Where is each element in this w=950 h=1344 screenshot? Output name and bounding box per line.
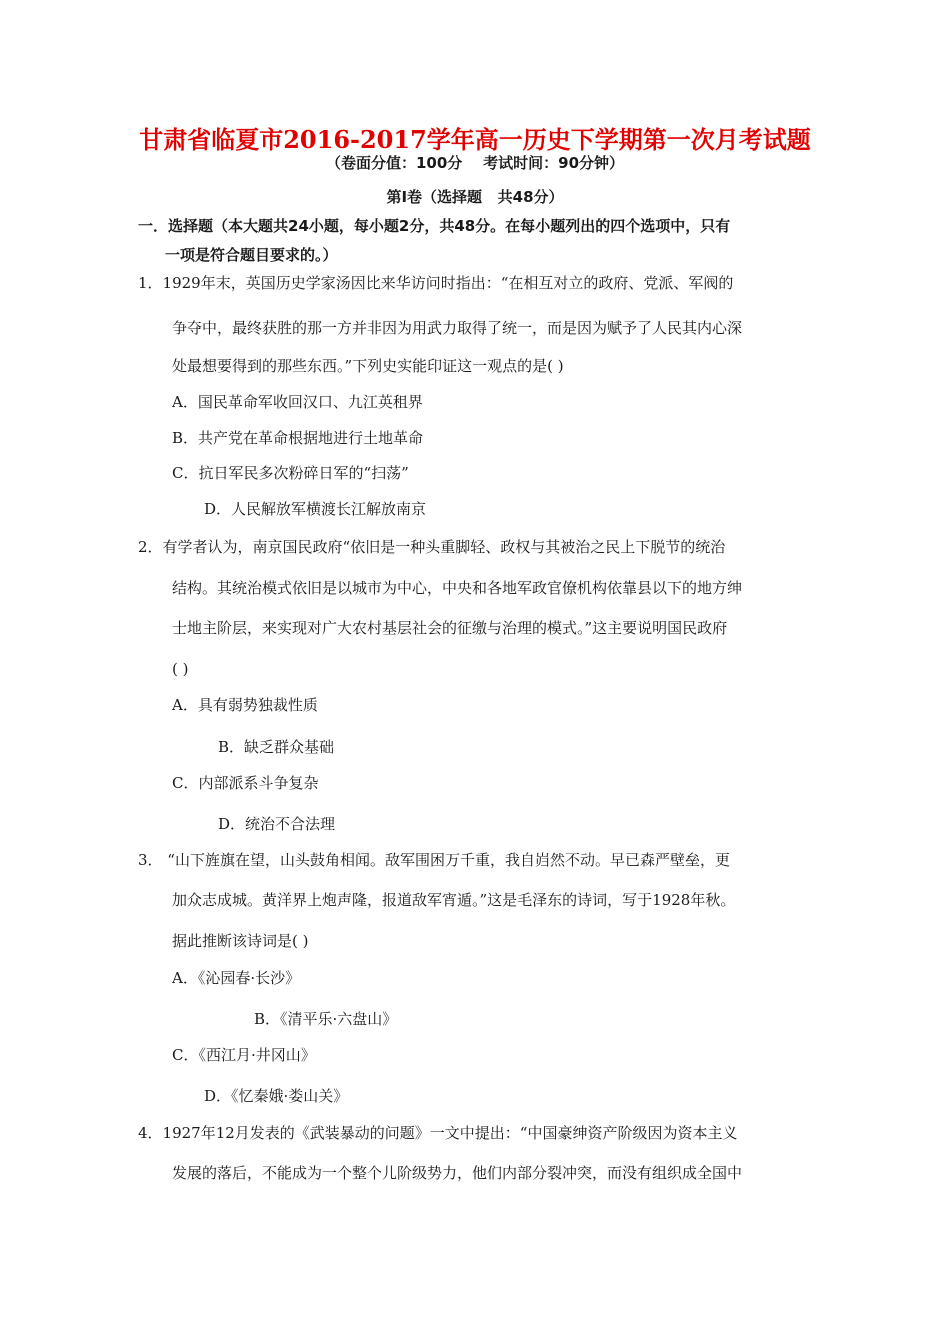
section-instructions-line-2: 一项是符合题目要求的。） bbox=[165, 246, 338, 264]
question-1-option-d: D．人民解放军横渡长江解放南京 bbox=[204, 500, 427, 518]
question-1-stem-line-1: 1．1929年末，英国历史学家汤因比来华访问时指出：“在相互对立的政府、党派、军阀的 bbox=[138, 274, 734, 292]
question-4-stem-line-1: 4．1927年12月发表的《武装暴动的问题》一文中提出：“中国豪绅资产阶级因为资本主义 bbox=[138, 1124, 738, 1142]
question-1-option-b: B．共产党在革命根据地进行土地革命 bbox=[172, 429, 424, 447]
question-2-option-d: D．统治不合法理 bbox=[218, 815, 336, 833]
section-instructions bbox=[138, 212, 828, 270]
question-4-stem-line-2: 发展的落后，不能成为一个整个儿阶级势力，他们内部分裂冲突，而没有组织成全国中 bbox=[172, 1164, 743, 1182]
exam-title: 甘肃省临夏市2016-2017学年高一历史下学期第一次月考试题 bbox=[139, 125, 811, 154]
question-2-option-a: A．具有弱势独裁性质 bbox=[172, 696, 318, 714]
question-2-stem-line-4: ( ) bbox=[172, 660, 189, 678]
question-3-option-a: A．《沁园春·长沙》 bbox=[172, 969, 301, 987]
question-1-option-a: A．国民革命军收回汉口、九江英租界 bbox=[172, 393, 423, 411]
section-instructions-line-1: 一．选择题（本大题共24小题，每小题2分，共48分。在每小题列出的四个选项中，只有 bbox=[138, 217, 731, 235]
question-1-stem-line-3: 处最想要得到的那些东西。”下列史实能印证这一观点的是( ) bbox=[172, 357, 564, 375]
exam-subtitle: （卷面分值：100分 考试时间：90分钟） bbox=[325, 154, 625, 172]
question-1-option-c: C．抗日军民多次粉碎日军的“扫荡” bbox=[172, 464, 409, 482]
question-3-stem-line-3: 据此推断该诗词是( ) bbox=[172, 932, 309, 950]
question-3-option-d: D．《忆秦娥·娄山关》 bbox=[204, 1087, 349, 1105]
volume-heading: 第Ⅰ卷（选择题 共48分） bbox=[386, 188, 564, 206]
question-3-stem-line-1: 3． “山下旌旗在望，山头鼓角相闻。敌军围困万千重，我自岿然不动。早已森严壁垒，更 bbox=[138, 851, 730, 869]
question-1-stem-line-2: 争夺中，最终获胜的那一方并非因为用武力取得了统一，而是因为赋予了人民其内心深 bbox=[172, 319, 743, 337]
question-3-option-b: B．《清平乐·六盘山》 bbox=[254, 1010, 398, 1028]
question-2-option-b: B．缺乏群众基础 bbox=[218, 738, 335, 756]
question-3-stem-line-2: 加众志成城。黄洋界上炮声隆，报道敌军宵遁。”这是毛泽东的诗词，写于1928年秋。 bbox=[172, 891, 736, 909]
question-2-stem-line-2: 结构。其统治模式依旧是以城市为中心，中央和各地军政官僚机构依靠县以下的地方绅 bbox=[172, 579, 743, 597]
question-2-option-c: C．内部派系斗争复杂 bbox=[172, 774, 319, 792]
question-2-stem-line-1: 2．有学者认为，南京国民政府“依旧是一种头重脚轻、政权与其被治之民上下脱节的统治 bbox=[138, 538, 726, 556]
question-2-stem-line-3: 士地主阶层，来实现对广大农村基层社会的征缴与治理的模式。”这主要说明国民政府 bbox=[172, 619, 728, 637]
question-3-option-c: C．《西江月·井冈山》 bbox=[172, 1046, 316, 1064]
